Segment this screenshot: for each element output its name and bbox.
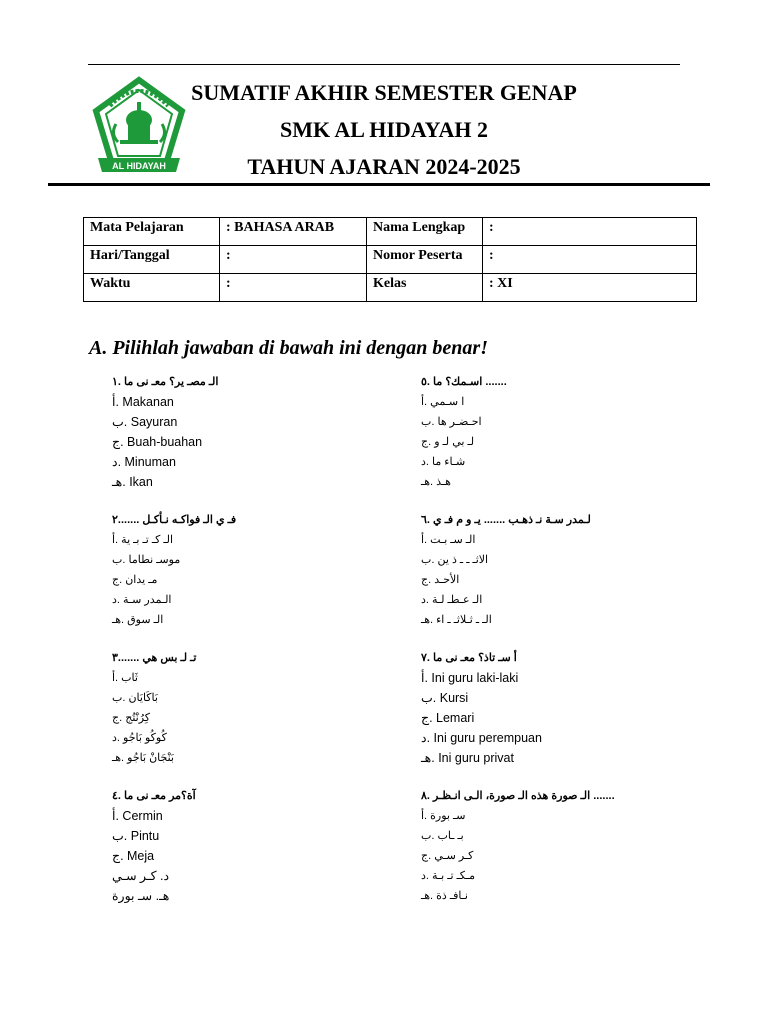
answer-option: ا سـمي .أ bbox=[421, 396, 465, 408]
answer-option: د. Minuman bbox=[112, 455, 176, 469]
question-stem: اسـمك؟ ما .٥ ....... bbox=[421, 376, 507, 388]
question-stem: فـ ي الـ فواكـه نـأكـل .......٢ bbox=[112, 514, 237, 526]
answer-option: الـ سوق .هـ bbox=[112, 614, 164, 626]
academic-year: TAHUN AJARAN 2024-2025 bbox=[247, 154, 521, 179]
answer-option: أ. Ini guru laki-laki bbox=[421, 671, 519, 685]
answer-option: كـر سـي .ج bbox=[421, 850, 474, 862]
exam-title: SUMATIF AKHIR SEMESTER GENAP bbox=[191, 80, 577, 105]
answer-option: ج. Buah-buahan bbox=[112, 435, 203, 449]
table-row bbox=[84, 218, 697, 246]
answer-option: ثَاب .أ bbox=[112, 672, 138, 684]
question-item bbox=[421, 510, 681, 648]
question-stem: تـ لـ بس هي .......٣ bbox=[112, 652, 197, 664]
question-stem: الـ مصـ ير؟ معـ نى ما .١ bbox=[112, 376, 219, 388]
answer-option: ب. Kursi bbox=[421, 691, 469, 705]
school-name: SMK AL HIDAYAH 2 bbox=[279, 117, 489, 142]
student-info-table bbox=[83, 217, 697, 302]
answer-option: كُوكُو بَاجُو .د bbox=[112, 732, 167, 744]
question-item bbox=[112, 786, 372, 924]
top-rule bbox=[88, 64, 680, 65]
answer-option: الأحـد .ج bbox=[421, 574, 460, 586]
answer-option: د. Ini guru perempuan bbox=[421, 731, 542, 745]
section-title: A. Pilihlah jawaban di bawah ini dengan benar! bbox=[89, 337, 488, 359]
answer-option: هـ. Ikan bbox=[112, 475, 153, 489]
table-cell: Hari/Tanggal bbox=[84, 246, 220, 274]
answer-option: لـ بي لـ و .ج bbox=[421, 436, 475, 448]
answer-option: أ. Cermin bbox=[112, 809, 163, 823]
question-stem: الـ صورة هذه الـ صورة، الـى انـظـر .٨ ....... bbox=[421, 790, 615, 802]
questions-right-column bbox=[421, 372, 681, 924]
answer-option: ج. Lemari bbox=[421, 711, 475, 725]
answer-option: د. كـر سـي bbox=[112, 869, 170, 883]
table-row bbox=[84, 274, 697, 302]
answer-option: الـ سـ بـت .أ bbox=[421, 534, 476, 546]
answer-option: بَنْجَانْ بَاجُو .هـ bbox=[112, 752, 174, 764]
answer-option: بَاكَايَان .ب bbox=[112, 692, 158, 704]
table-cell: Nomor Peserta bbox=[367, 246, 483, 274]
table-cell: : bbox=[483, 246, 697, 274]
answer-option: الـ ـ ثـلاثـ ـ اء .هـ bbox=[421, 614, 492, 626]
table-cell: : XI bbox=[483, 274, 697, 302]
answer-option: ج. Meja bbox=[112, 849, 155, 863]
answer-option: مـكـ تـ بـة .د bbox=[421, 870, 476, 882]
answer-option: شـاء ما .د bbox=[421, 456, 466, 468]
question-item bbox=[112, 648, 372, 786]
table-cell: : bbox=[483, 218, 697, 246]
answer-option: ب. Sayuran bbox=[112, 415, 178, 429]
answer-option: الاثـ ـ ـ ذ ين .ب bbox=[421, 554, 489, 566]
answer-option: بـ ـاب .ب bbox=[421, 830, 464, 842]
table-cell: Kelas bbox=[367, 274, 483, 302]
question-item bbox=[112, 372, 372, 510]
table-cell: : bbox=[220, 274, 367, 302]
table-cell: Nama Lengkap bbox=[367, 218, 483, 246]
answer-option: أ. Makanan bbox=[112, 395, 174, 409]
answer-option: سـ بورة .أ bbox=[421, 810, 466, 822]
questions-left-column bbox=[112, 372, 372, 924]
table-cell: : bbox=[220, 246, 367, 274]
question-item bbox=[421, 786, 681, 924]
table-cell: Waktu bbox=[84, 274, 220, 302]
table-cell: Mata Pelajaran bbox=[84, 218, 220, 246]
question-item bbox=[421, 648, 681, 786]
logo-text: AL HIDAYAH bbox=[112, 161, 166, 171]
answer-option: هـذ .هـ bbox=[421, 476, 451, 488]
answer-option: احـضـر ها .ب bbox=[421, 416, 482, 428]
answer-option: الـ عـطـ لـة .د bbox=[421, 594, 483, 606]
answer-option: نـافـ ذة .هـ bbox=[421, 890, 468, 902]
table-cell: : BAHASA ARAB bbox=[220, 218, 367, 246]
answer-option: ب. Pintu bbox=[112, 829, 160, 843]
answer-option: الـمدر سـة .د bbox=[112, 594, 172, 606]
answer-option: هـ. Ini guru privat bbox=[421, 751, 514, 765]
question-stem: أ سـ تاذ؟ معـ نى ما .٧ bbox=[421, 652, 517, 664]
answer-option: موسـ نطاما .ب bbox=[112, 554, 181, 566]
answer-option: هـ. سـ بورة bbox=[112, 889, 170, 903]
answer-option: مـ يدان .ج bbox=[112, 574, 158, 586]
answer-option: الـ كـ تـ بـ ية .أ bbox=[112, 534, 174, 546]
question-item bbox=[112, 510, 372, 648]
question-stem: آة؟مر معـ نى ما .٤ bbox=[112, 790, 196, 802]
question-item bbox=[421, 372, 681, 510]
answer-option: كِرُنْتُج .ج bbox=[112, 712, 151, 724]
question-stem: لـمدر سـة نـ ذهـب ....... يـ و م فـ ي .٦ bbox=[421, 514, 591, 526]
header-rule bbox=[48, 183, 710, 186]
table-row bbox=[84, 246, 697, 274]
